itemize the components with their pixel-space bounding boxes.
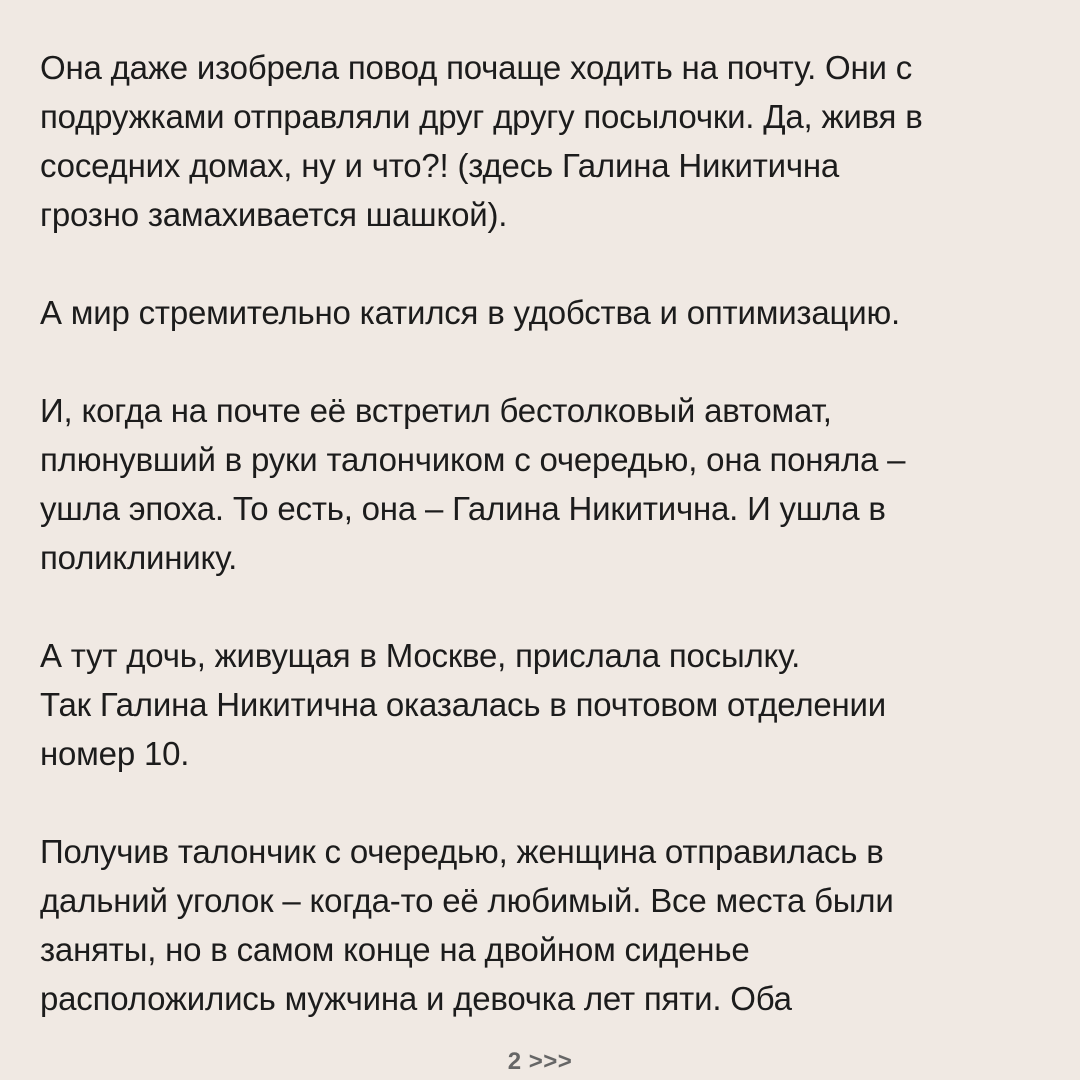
text-line: соседних домах, ну и что?! (здесь Галина Никитична — [40, 147, 840, 184]
text-line: Получив талончик с очередью, женщина отправилась в — [40, 833, 884, 870]
paragraph-1 — [40, 43, 1050, 239]
text-line: номер 10. — [40, 735, 190, 772]
paragraph-gap — [40, 582, 1050, 631]
paragraph-5 — [40, 827, 1050, 1023]
text-line: А мир стремительно катился в удобства и оптимизацию. — [40, 294, 900, 331]
text-line: ушла эпоха. То есть, она – Галина Никитична. И ушла в — [40, 490, 886, 527]
text-line: Так Галина Никитична оказалась в почтовом отделении — [40, 686, 887, 723]
paragraph-gap — [40, 337, 1050, 386]
page-indicator: 2 >>> — [507, 1048, 573, 1075]
paragraph-gap — [40, 778, 1050, 827]
text-line: дальний уголок – когда-то её любимый. Все места были — [40, 882, 894, 919]
paragraph-gap — [40, 239, 1050, 288]
text-line: подружками отправляли друг другу посылочки. Да, живя в — [40, 98, 923, 135]
text-line: расположились мужчина и девочка лет пяти. Оба — [40, 980, 792, 1017]
text-line: грозно замахивается шашкой). — [40, 196, 508, 233]
paragraph-2 — [40, 288, 1050, 337]
text-line: поликлинику. — [40, 539, 238, 576]
paragraph-3 — [40, 386, 1050, 582]
text-line: Она даже изобрела повод почаще ходить на почту. Они с — [40, 49, 913, 86]
paragraph-4 — [40, 631, 1050, 778]
text-line: И, когда на почте её встретил бестолковый автомат, — [40, 392, 832, 429]
text-line: плюнувший в руки талончиком с очередью, она поняла – — [40, 441, 906, 478]
article-body — [40, 43, 1050, 1023]
text-line: А тут дочь, живущая в Москве, прислала посылку. — [40, 637, 801, 674]
text-line: заняты, но в самом конце на двойном сиденье — [40, 931, 750, 968]
